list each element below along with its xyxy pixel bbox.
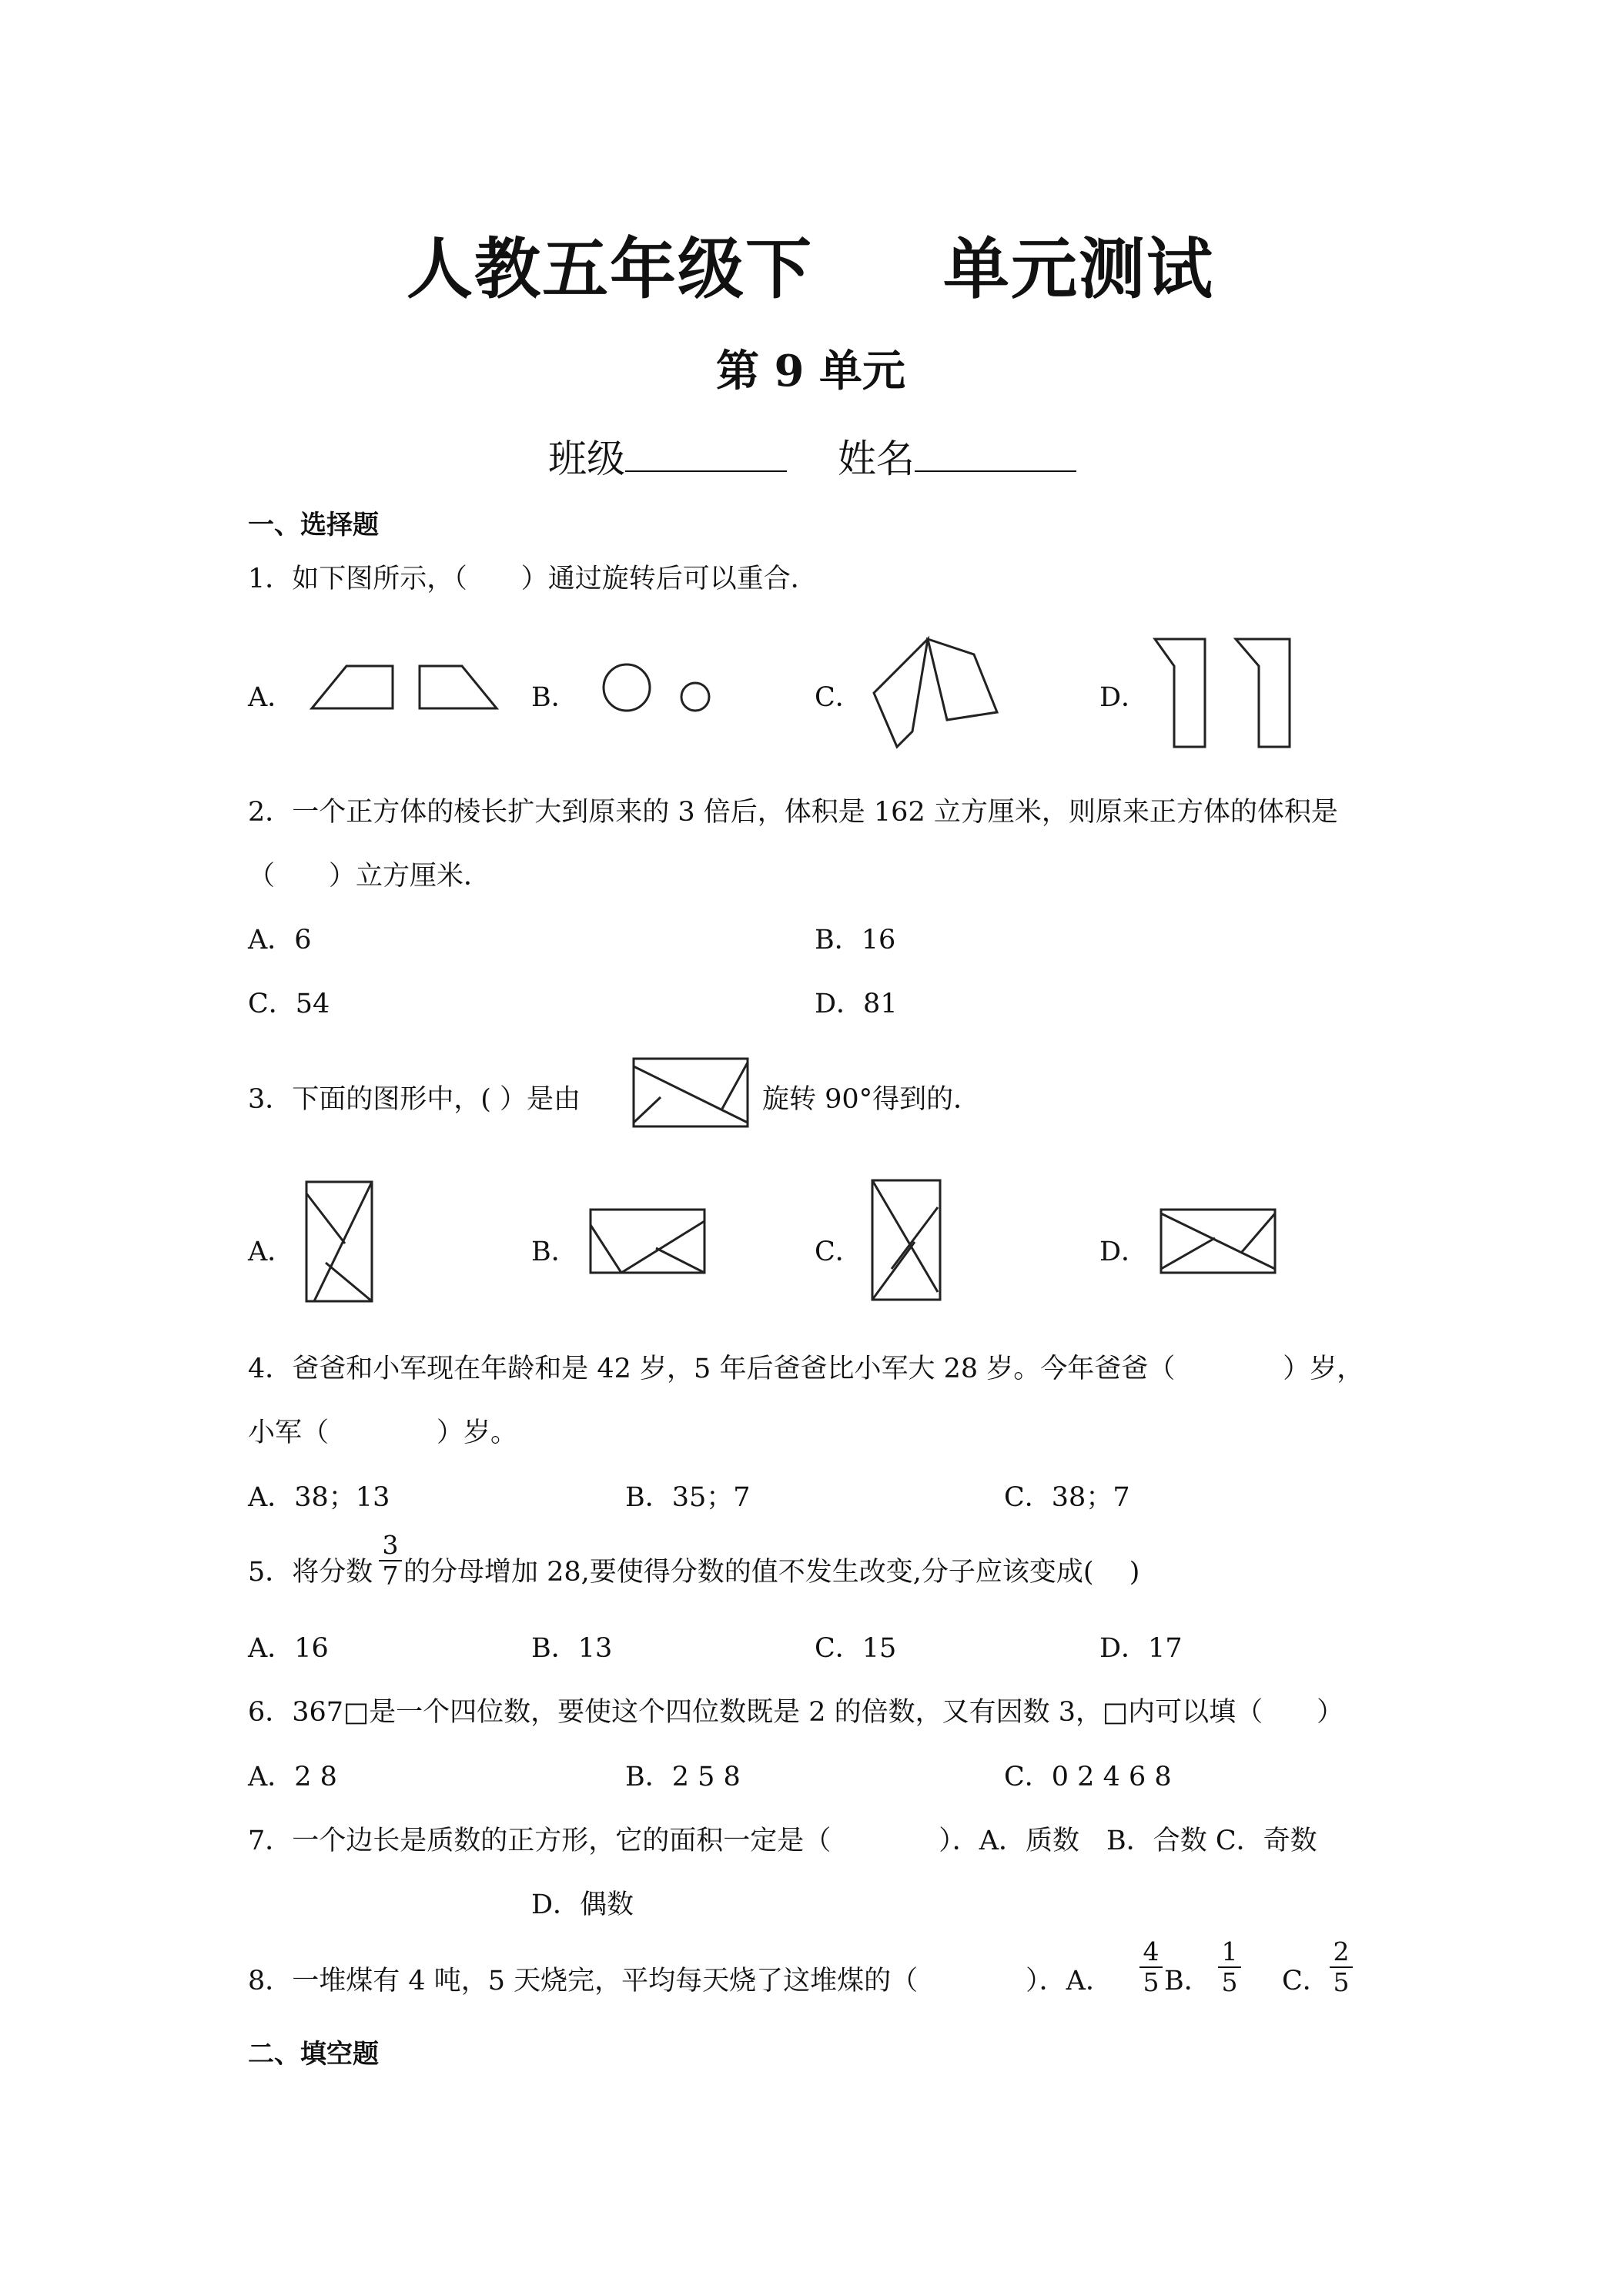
question-2-line2: （ ）立方厘米． xyxy=(248,861,491,892)
q5-option-a[interactable]: A．16 xyxy=(248,1633,329,1664)
notched-bar-pair-icon xyxy=(1151,635,1305,751)
q8-a-numerator: 4 xyxy=(1143,1936,1160,1966)
q5-option-d[interactable]: D．17 xyxy=(1099,1633,1183,1664)
q5-fraction xyxy=(379,1532,402,1589)
class-label: 班级 xyxy=(548,437,625,481)
q5-option-c[interactable]: C．15 xyxy=(815,1633,897,1664)
q5-fraction-numerator: 3 xyxy=(382,1530,399,1560)
question-1-text: 1．如下图所示，（ ）通过旋转后可以重合． xyxy=(248,564,818,594)
question-4-line2: 小军（ ）岁。 xyxy=(248,1417,518,1448)
horizontal-envelope-b-icon xyxy=(587,1206,710,1279)
q2-option-c[interactable]: C．54 xyxy=(248,989,330,1019)
question-5-before: 5．将分数 xyxy=(248,1557,373,1588)
question-3-before: 3．下面的图形中，( ）是由 xyxy=(248,1084,581,1115)
section-heading-choice: 一、选择题 xyxy=(248,510,379,541)
q5-fraction-denominator: 7 xyxy=(382,1561,399,1591)
unit-title: 第 9 单元 xyxy=(716,346,905,397)
q8-b-denominator: 5 xyxy=(1221,1967,1238,1997)
q3-option-b-label[interactable]: B． xyxy=(531,1237,578,1267)
question-4-line1: 4．爸爸和小军现在年龄和是 42 岁，5 年后爸爸比小军大 28 岁。今年爸爸（ ）岁， xyxy=(248,1354,1364,1384)
q2-option-d[interactable]: D．81 xyxy=(815,989,898,1019)
title-right: 单元测试 xyxy=(943,231,1214,308)
q5-option-b[interactable]: B．13 xyxy=(531,1633,613,1664)
q8-c-numerator: 2 xyxy=(1333,1936,1350,1966)
q2-option-a[interactable]: A．6 xyxy=(248,925,312,956)
q3-option-a-label[interactable]: A． xyxy=(248,1237,295,1267)
class-field[interactable] xyxy=(548,428,787,484)
name-label: 姓名 xyxy=(838,437,915,481)
q8-option-c-label[interactable]: C． xyxy=(1282,1966,1330,1996)
q8-fraction-a[interactable] xyxy=(1139,1936,1163,1997)
q8-option-b-label[interactable]: B． xyxy=(1164,1966,1211,1996)
kite-pair-icon xyxy=(870,631,1001,747)
q4-option-a[interactable]: A．38；13 xyxy=(248,1482,390,1513)
q4-option-c[interactable]: C．38；7 xyxy=(1004,1482,1130,1513)
q4-option-b[interactable]: B．35；7 xyxy=(625,1482,751,1513)
horizontal-envelope-d-icon xyxy=(1157,1206,1280,1279)
q3-option-c-label[interactable]: C． xyxy=(815,1237,862,1267)
name-blank[interactable] xyxy=(915,433,1076,472)
q8-a-denominator: 5 xyxy=(1143,1967,1160,1997)
q1-option-b-label[interactable]: B． xyxy=(531,682,578,713)
name-field[interactable] xyxy=(838,428,1076,484)
q6-option-b[interactable]: B．2 5 8 xyxy=(625,1762,741,1792)
q1-option-c-label[interactable]: C． xyxy=(815,682,862,713)
class-blank[interactable] xyxy=(625,433,787,472)
q1-option-a-label[interactable]: A． xyxy=(248,682,295,713)
q6-option-c[interactable]: C．0 2 4 6 8 xyxy=(1004,1762,1172,1792)
question-8-text: 8．一堆煤有 4 吨，5 天烧完，平均每天烧了这堆煤的（ ）．A． xyxy=(248,1966,1113,1996)
question-7-line1: 7．一个边长是质数的正方形，它的面积一定是（ ）．A．质数 B．合数 C．奇数 xyxy=(248,1826,1317,1856)
q8-fraction-b[interactable] xyxy=(1218,1936,1241,1997)
circle-pair-icon xyxy=(599,658,722,720)
envelope-rectangle-icon xyxy=(630,1055,753,1132)
vertical-envelope-c-icon xyxy=(868,1176,945,1304)
vertical-envelope-a-icon xyxy=(303,1178,380,1305)
question-3-after: 旋转 90°得到的． xyxy=(762,1084,981,1115)
q8-c-denominator: 5 xyxy=(1333,1967,1350,1997)
q8-fraction-c[interactable] xyxy=(1330,1936,1353,1997)
q6-option-a[interactable]: A．2 8 xyxy=(248,1762,337,1792)
parallelogram-pair-icon xyxy=(308,658,500,720)
q3-option-d-label[interactable]: D． xyxy=(1099,1237,1149,1267)
section-heading-fill-blank: 二、填空题 xyxy=(248,2039,379,2070)
q8-b-numerator: 1 xyxy=(1221,1936,1238,1966)
q2-option-b[interactable]: B．16 xyxy=(815,925,896,956)
title-left: 人教五年级下 xyxy=(407,231,813,308)
question-7-line2: D．偶数 xyxy=(531,1889,634,1920)
question-2-line1: 2．一个正方体的棱长扩大到原来的 3 倍后，体积是 162 立方厘米，则原来正方体的体积是 xyxy=(248,797,1338,828)
question-5-after: 的分母增加 28,要使得分数的值不发生改变,分子应该变成( ) xyxy=(403,1557,1140,1588)
q1-option-d-label[interactable]: D． xyxy=(1099,682,1149,713)
question-6-text: 6．367□是一个四位数，要使这个四位数既是 2 的倍数，又有因数 3，□内可以填（ ） xyxy=(248,1697,1344,1728)
